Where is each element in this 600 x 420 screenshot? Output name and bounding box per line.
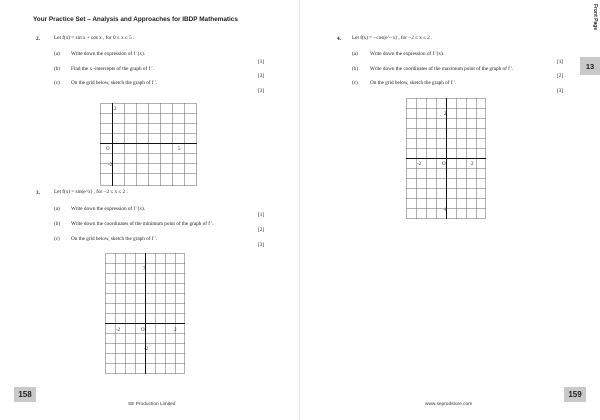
marks: [3] <box>258 73 265 79</box>
x-right-label: 2 <box>174 328 177 333</box>
question-number: 4. <box>337 36 341 42</box>
question-stem: Let f(x) = sin(e^x) , for −2 ≤ x ≤ 2 . <box>54 189 128 195</box>
y-top-label: 2 <box>114 107 117 112</box>
part-letter: (b) <box>54 66 61 72</box>
y-top-label: 2 <box>444 112 447 117</box>
y-bottom-label: -2 <box>144 347 149 352</box>
origin-label: O <box>442 162 446 167</box>
right-page-number: 159 <box>564 387 586 402</box>
publisher-name: SE Production Limited <box>128 402 176 407</box>
marks: [1] <box>258 59 265 65</box>
marks: [1] <box>258 212 265 218</box>
part-letter: (a) <box>352 51 358 57</box>
x-left-label: -2 <box>417 162 422 167</box>
y-top-label: 7 <box>143 267 146 272</box>
question-number: 2. <box>36 36 40 42</box>
part-letter: (a) <box>54 51 60 57</box>
part-letter: (c) <box>352 80 358 86</box>
grid-lines <box>100 103 197 186</box>
x-right-label: 2 <box>471 162 474 167</box>
marks: [2] <box>258 227 265 233</box>
page-gutter <box>299 0 300 420</box>
part-text: Write down the coordinates of the minimum point of the graph of f ′. <box>71 221 214 227</box>
part-text: Write down the coordinates of the maximum point of the graph of f ′. <box>370 66 514 72</box>
part-text: Write down the expression of f ′(x). <box>370 51 444 57</box>
part-letter: (c) <box>54 80 60 86</box>
marks: [2] <box>557 73 564 79</box>
part-text: On the grid below, sketch the graph of f ′. <box>71 236 158 242</box>
part-text: Write down the expression of f ′(x). <box>71 51 145 57</box>
marks: [3] <box>258 242 265 248</box>
origin-label: O <box>106 147 110 152</box>
origin-label: O <box>141 328 145 333</box>
question-number: 3. <box>36 190 40 196</box>
chapter-tab: 13 <box>580 57 600 75</box>
y-bottom-label: -8 <box>443 208 448 213</box>
marks: [3] <box>258 88 265 94</box>
left-page-number: 158 <box>14 387 36 402</box>
part-letter: (b) <box>54 221 61 227</box>
part-text: On the grid below, sketch the graph of f ′. <box>370 80 457 86</box>
marks: [3] <box>557 88 564 94</box>
answer-grid <box>105 253 186 375</box>
part-letter: (c) <box>54 236 60 242</box>
answer-grid <box>406 98 487 220</box>
part-letter: (b) <box>352 66 359 72</box>
marks: [1] <box>557 59 564 65</box>
part-text: On the grid below, sketch the graph of f ′. <box>71 80 158 86</box>
x-left-label: -2 <box>116 328 121 333</box>
answer-grid <box>100 103 198 187</box>
side-tab-label: Front Page <box>592 4 598 31</box>
x-right-label: 5 <box>178 147 181 152</box>
part-letter: (a) <box>54 206 60 212</box>
y-bottom-label: -2 <box>108 163 113 168</box>
question-stem: Let f(x) = sin x + cos x , for 0 ≤ x ≤ 5 . <box>54 35 135 41</box>
part-text: Write down the expression of f ′(x). <box>71 206 145 212</box>
part-text: Find the x -intercepts of the graph of f ′. <box>71 66 154 72</box>
page-header-title: Your Practice Set – Analysis and Approaches for IBDP Mathematics <box>33 16 238 23</box>
website: www.seprodstore.com <box>425 402 473 407</box>
question-stem: Let f(x) = −cos(e^−x) , for −2 ≤ x ≤ 2 . <box>352 35 433 41</box>
